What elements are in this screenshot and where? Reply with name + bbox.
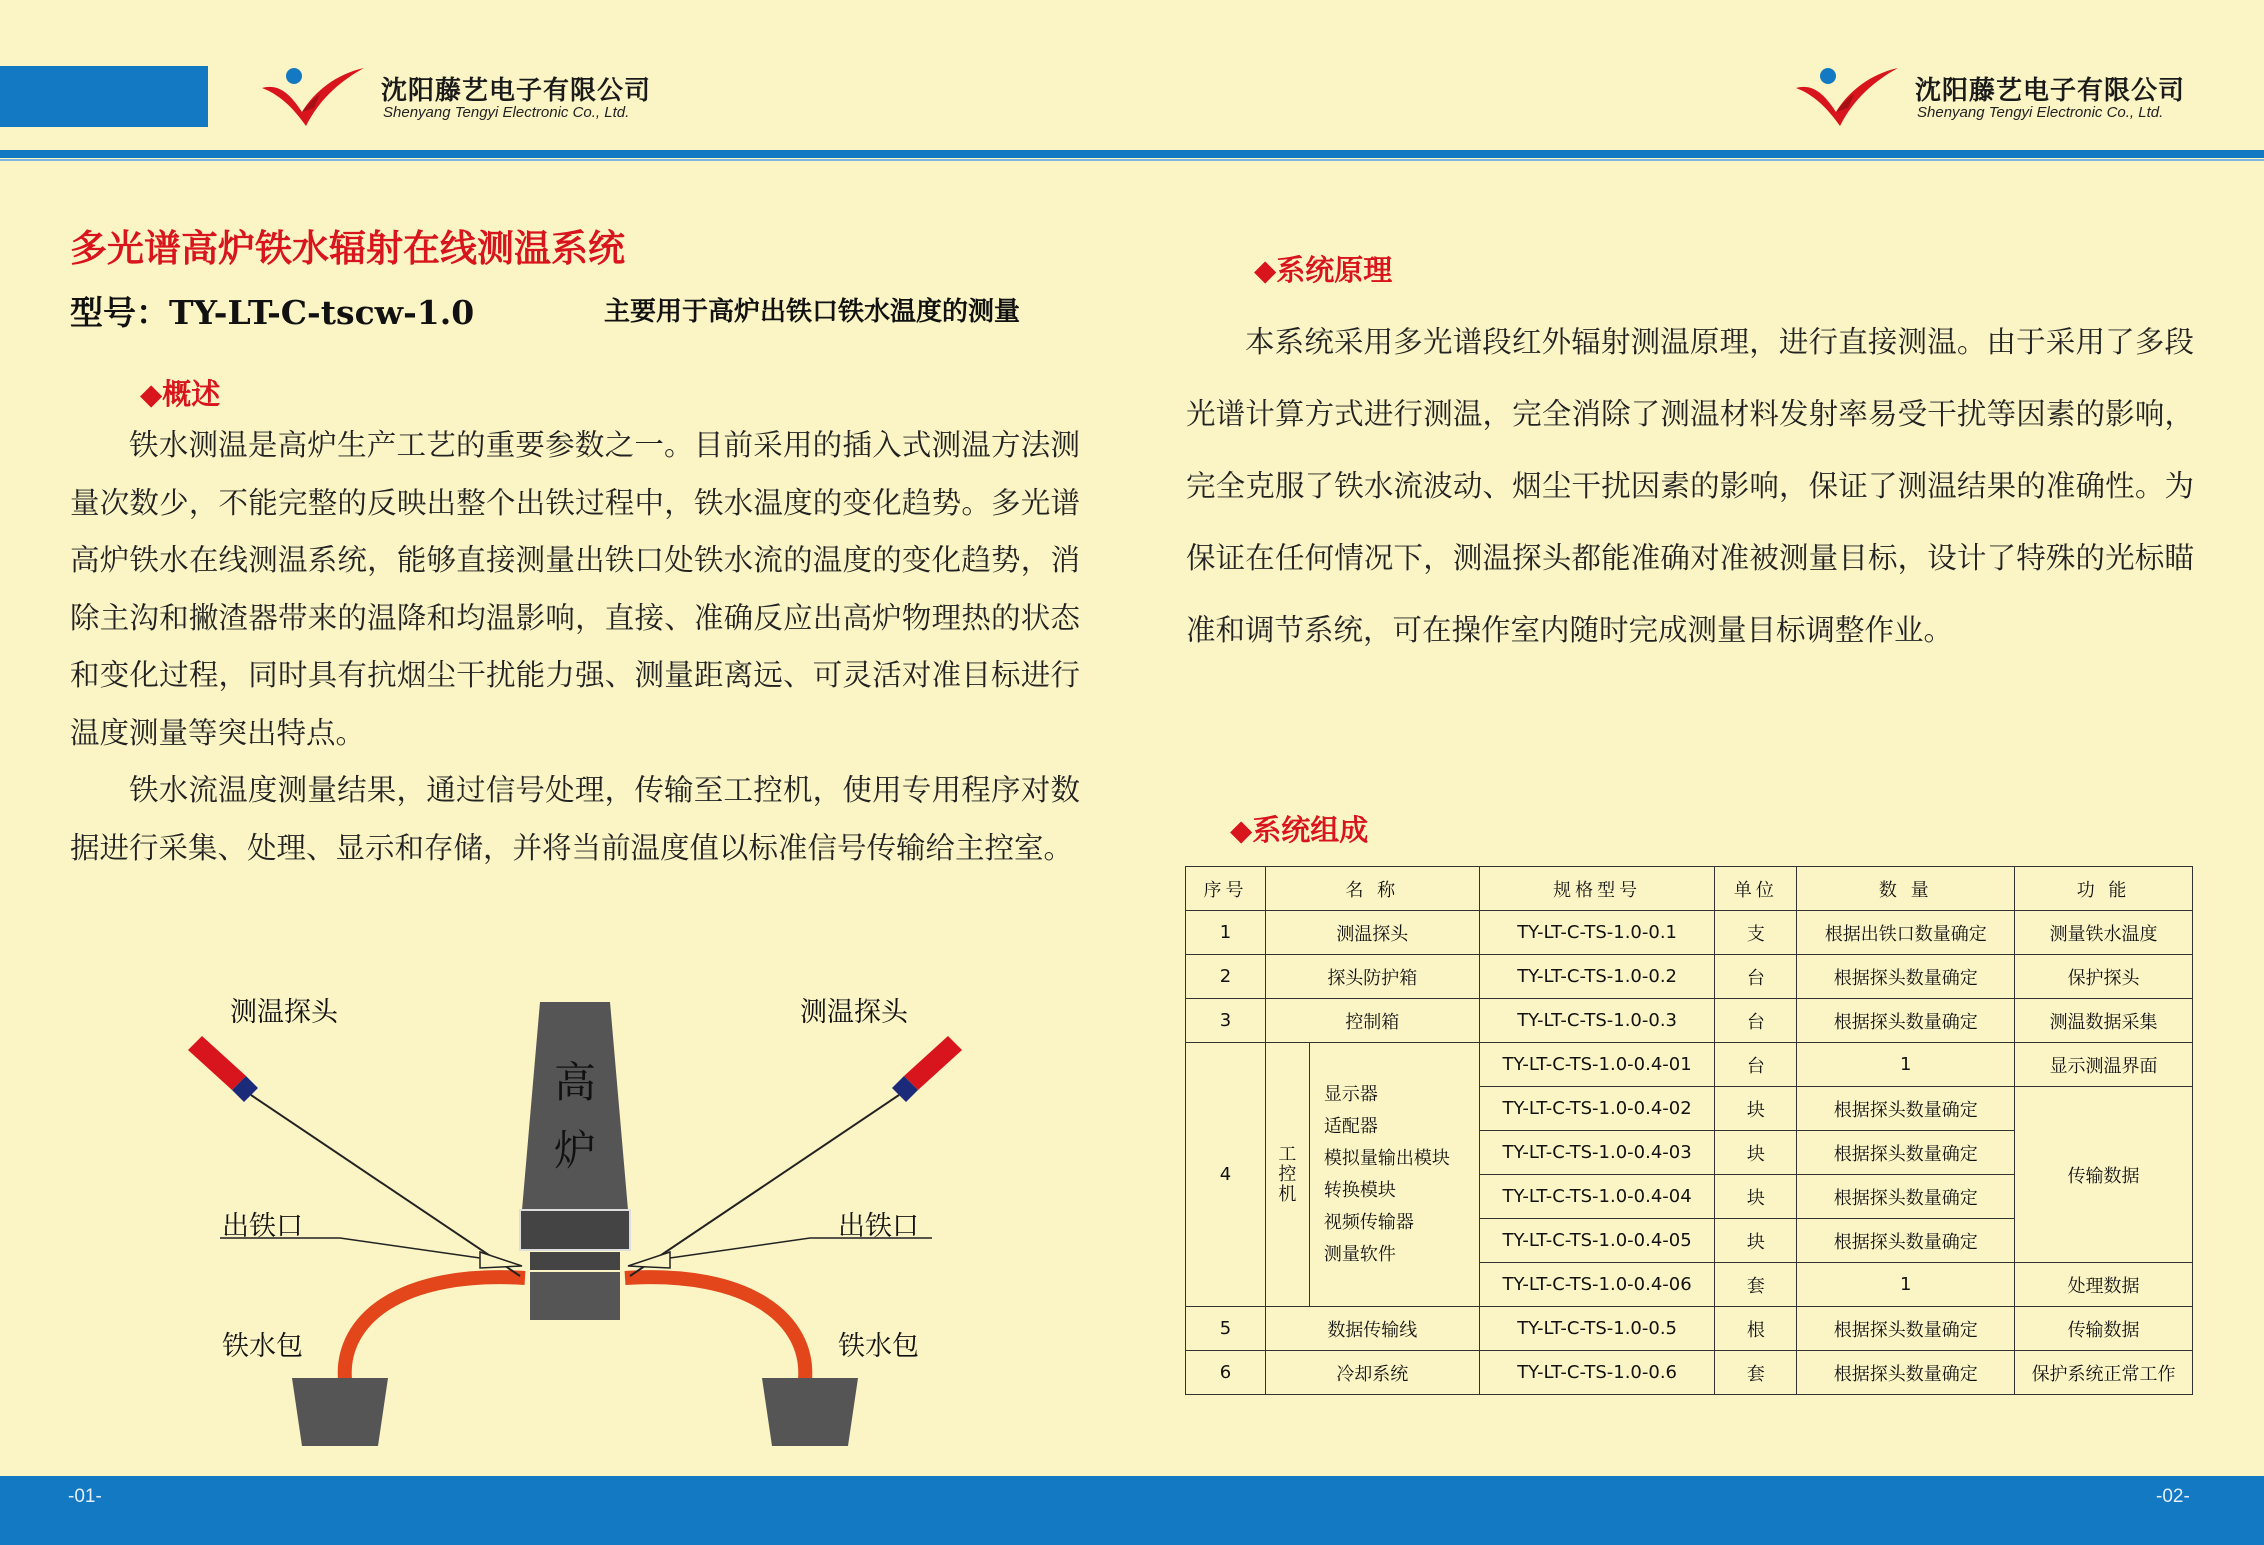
page-number-right: -02-: [2156, 1486, 2190, 1507]
cell: 套: [1715, 1263, 1797, 1307]
cell: TY-LT-C-TS-1.0-0.4-03: [1479, 1131, 1715, 1175]
company-name-en-right: Shenyang Tengyi Electronic Co., Ltd.: [1917, 104, 2164, 121]
overview-heading: ◆概述: [140, 377, 221, 411]
cell: 根据探头数量确定: [1797, 1219, 2015, 1263]
header-blue-block: [0, 66, 208, 127]
header-rule-thin: [0, 159, 2264, 161]
furnace-base: [530, 1272, 620, 1320]
cell: TY-LT-C-TS-1.0-0.4-02: [1479, 1087, 1715, 1131]
cell: 根据出铁口数量确定: [1797, 911, 2015, 955]
col-name: 名 称: [1265, 867, 1479, 911]
sub-item: 转换模块: [1323, 1179, 1396, 1201]
table-row: [1186, 955, 2193, 999]
cell: 根据探头数量确定: [1797, 999, 2015, 1043]
model-number: 型号：TY-LT-C-tscw-1.0: [70, 293, 475, 332]
cell: 根据探头数量确定: [1797, 1087, 2015, 1131]
cell: 1: [1797, 1263, 2015, 1307]
logo-icon: [1792, 64, 1902, 130]
furnace-neck: [530, 1252, 620, 1270]
cell: 测量铁水温度: [2015, 911, 2193, 955]
taphole-label-right: 出铁口: [838, 1211, 919, 1242]
cell: 根据探头数量确定: [1797, 1351, 2015, 1395]
ladle-left: [292, 1378, 388, 1446]
sub-item: 视频传输器: [1323, 1211, 1414, 1233]
furnace-section: [520, 1210, 630, 1250]
col-spec: 规格型号: [1479, 867, 1715, 911]
cell: 4: [1186, 1043, 1266, 1307]
cell: 数据传输线: [1265, 1307, 1479, 1351]
cell: 5: [1186, 1307, 1266, 1351]
overview-paragraph-2: 铁水流温度测量结果，通过信号处理，传输至工控机，使用专用程序对数据进行采集、处理、显示和存储，并将当前温度值以标准信号传输给主控室。: [70, 773, 1080, 865]
composition-heading: ◆系统组成: [1230, 813, 1369, 847]
cell: TY-LT-C-TS-1.0-0.4-01: [1479, 1043, 1715, 1087]
cell: 测温数据采集: [2015, 999, 2193, 1043]
iron-flow-left: [345, 1277, 525, 1380]
cell: TY-LT-C-TS-1.0-0.4-06: [1479, 1263, 1715, 1307]
composition-table: [1185, 866, 2193, 1395]
principle-heading: ◆系统原理: [1254, 253, 1393, 287]
logo-icon: [258, 64, 368, 130]
cell: 测温探头: [1265, 911, 1479, 955]
taphole-label-left: 出铁口: [222, 1211, 303, 1242]
cell: 冷却系统: [1265, 1351, 1479, 1395]
cell: 根据探头数量确定: [1797, 955, 2015, 999]
overview-paragraph-1: 铁水测温是高炉生产工艺的重要参数之一。目前采用的插入式测温方法测量次数少，不能完整的反映出整个出铁过程中，铁水温度的变化趋势。多光谱高炉铁水在线测温系统，能够直接测量出铁口处铁水流的温度的变化趋势，消除主沟和撇渣器带来的温降和均温影响，直接、准确反应出高炉物理热的状态和变化过程，同时具有抗烟尘干扰能力强、测量距离远、可灵活对准目标进行温度测量等突出特点。: [70, 428, 1080, 750]
cell: 控制箱: [1265, 999, 1479, 1043]
furnace-label-1: 高: [554, 1058, 597, 1107]
cell-sublist: [1309, 1043, 1479, 1307]
cell: 套: [1715, 1351, 1797, 1395]
cell: 保护系统正常工作: [2015, 1351, 2193, 1395]
overview-text: [70, 417, 1080, 877]
cell: 根据探头数量确定: [1797, 1175, 2015, 1219]
sub-item: 测量软件: [1323, 1243, 1396, 1265]
footer-bar: [0, 1476, 2264, 1545]
ladle-label-right: 铁水包: [838, 1331, 919, 1362]
col-qty: 数 量: [1797, 867, 2015, 911]
page-title: 多光谱高炉铁水辐射在线测温系统: [70, 226, 625, 270]
cell: 台: [1715, 955, 1797, 999]
cell: TY-LT-C-TS-1.0-0.3: [1479, 999, 1715, 1043]
table-row: [1186, 1307, 2193, 1351]
sub-item: 显示器: [1323, 1083, 1378, 1105]
cell: 块: [1715, 1175, 1797, 1219]
col-no: 序号: [1186, 867, 1266, 911]
cell: TY-LT-C-TS-1.0-0.2: [1479, 955, 1715, 999]
cell: 传输数据: [2015, 1307, 2193, 1351]
cell: 根据探头数量确定: [1797, 1307, 2015, 1351]
page-number-left: -01-: [68, 1486, 102, 1507]
company-name-cn-right: 沈阳藤艺电子有限公司: [1915, 76, 2186, 106]
cell: 2: [1186, 955, 1266, 999]
cell: 探头防护箱: [1265, 955, 1479, 999]
cell: 处理数据: [2015, 1263, 2193, 1307]
cell: TY-LT-C-TS-1.0-0.4-05: [1479, 1219, 1715, 1263]
cell: 根据探头数量确定: [1797, 1131, 2015, 1175]
cell: 6: [1186, 1351, 1266, 1395]
cell: 块: [1715, 1219, 1797, 1263]
cell: 显示测温界面: [2015, 1043, 2193, 1087]
company-logo-right: [1792, 64, 1902, 134]
company-logo-left: [258, 64, 368, 134]
col-func: 功 能: [2015, 867, 2193, 911]
table-header-row: [1186, 867, 2193, 911]
company-name-en-left: Shenyang Tengyi Electronic Co., Ltd.: [383, 104, 630, 121]
cell: 传输数据: [2015, 1087, 2193, 1263]
furnace-label-2: 炉: [554, 1126, 597, 1175]
principle-paragraph: 本系统采用多光谱段红外辐射测温原理，进行直接测温。由于采用了多段光谱计算方式进行测温，完全消除了测温材料发射率易受干扰等因素的影响，完全克服了铁水流波动、烟尘干扰因素的影响，保证了测温结果的准确性。为保证在任何情况下，测温探头都能准确对准被测量目标，设计了特殊的光标瞄准和调节系统，可在操作室内随时完成测量目标调整作业。: [1186, 325, 2194, 647]
cell: 块: [1715, 1131, 1797, 1175]
cell: 台: [1715, 999, 1797, 1043]
cell: 台: [1715, 1043, 1797, 1087]
sub-item: 适配器: [1323, 1115, 1378, 1137]
company-name-cn-left: 沈阳藤艺电子有限公司: [381, 76, 652, 106]
probe-label-right: 测温探头: [800, 997, 908, 1028]
sub-item: 模拟量输出模块: [1323, 1147, 1450, 1169]
table-row: [1186, 911, 2193, 955]
model-subtitle: 主要用于高炉出铁口铁水温度的测量: [604, 297, 1021, 327]
cell: 1: [1797, 1043, 2015, 1087]
cell: TY-LT-C-TS-1.0-0.6: [1479, 1351, 1715, 1395]
cell: TY-LT-C-TS-1.0-0.1: [1479, 911, 1715, 955]
cell: TY-LT-C-TS-1.0-0.4-04: [1479, 1175, 1715, 1219]
cell: 1: [1186, 911, 1266, 955]
cell: 3: [1186, 999, 1266, 1043]
ladle-right: [762, 1378, 858, 1446]
table-row: [1186, 999, 2193, 1043]
iron-flow-right: [625, 1277, 805, 1380]
cell: 根: [1715, 1307, 1797, 1351]
cell: 支: [1715, 911, 1797, 955]
cell: 块: [1715, 1087, 1797, 1131]
cell-group-ipc: [1265, 1043, 1309, 1307]
principle-text: [1186, 306, 2194, 666]
table-row: [1186, 1043, 2193, 1087]
header-rule: [0, 150, 2264, 158]
group-label: 工控机: [1278, 1143, 1297, 1205]
cell: TY-LT-C-TS-1.0-0.5: [1479, 1307, 1715, 1351]
probe-label-left: 测温探头: [230, 997, 338, 1028]
table-row: [1186, 1351, 2193, 1395]
ladle-label-left: 铁水包: [222, 1331, 303, 1362]
cell: 保护探头: [2015, 955, 2193, 999]
col-unit: 单位: [1715, 867, 1797, 911]
